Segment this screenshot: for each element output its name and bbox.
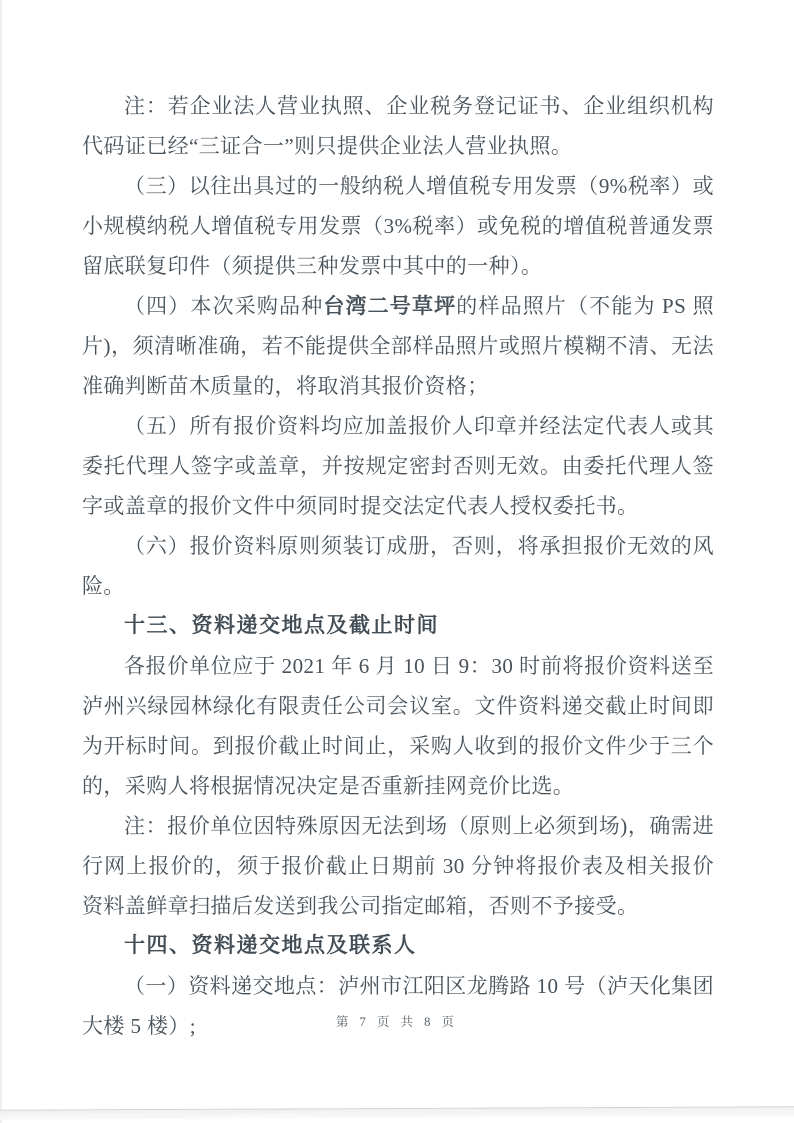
paragraph-item-5: （五）所有报价资料均应加盖报价人印章并经法定代表人或其委托代理人签字或盖章，并按规定密封否则无效。由委托代理人签字或盖章的报价文件中须同时提交法定代表人授权委托书。 xyxy=(82,414,714,518)
scan-edge-bottom xyxy=(0,1106,794,1120)
paragraph-item-4 xyxy=(82,286,714,406)
section-heading-14: 十四、资料递交地点及联系人 xyxy=(124,934,417,957)
section-heading-13: 十三、资料递交地点及截止时间 xyxy=(124,614,439,637)
paragraph-note-certificates: 注：若企业法人营业执照、企业税务登记证书、企业组织机构代码证已经“三证合一”则只提供企业法人营业执照。 xyxy=(82,94,714,158)
paragraph-note-remote-bid: 注：报价单位因特殊原因无法到场（原则上必须到场)，确需进行网上报价的，须于报价截止日期前 30 分钟将报价表及相关报价资料盖鲜章扫描后发送到我公司指定邮箱，否则不予接受。 xyxy=(82,814,714,918)
paragraph-item-3: （三）以往出具过的一般纳税人增值税专用发票（9%税率）或小规模纳税人增值税专用发票（3%税率）或免税的增值税普通发票留底联复印件（须提供三种发票中其中的一种）。 xyxy=(82,174,714,278)
page-number: 第 7 页 共 8 页 xyxy=(335,1015,459,1029)
item4-text-pre: （四）本次采购品种 xyxy=(124,294,324,318)
item4-product-name: 台湾二号草坪 xyxy=(323,294,457,318)
paragraph-item-6: （六）报价资料原则须装订成册，否则，将承担报价无效的风险。 xyxy=(82,534,714,598)
document-content xyxy=(82,86,714,1046)
scan-edge-left xyxy=(0,0,3,1123)
paragraph-item-14-1: （一）资料递交地点：泸州市江阳区龙腾路 10 号（泸天化集团大楼 5 楼）; xyxy=(82,974,714,1038)
paragraph-section-13: 各报价单位应于 2021 年 6 月 10 日 9：30 时前将报价资料送至泸州兴绿园林绿化有限责任公司会议室。文件资料递交截止时间即为开标时间。到报价截止时间止，采购人收到的报价文件少于三个的，采购人将根据情况决定是否重新挂网竞价比选。 xyxy=(82,654,714,798)
item4-text-post: 的样品照片（不能为 PS 照片)，须清晰准确，若不能提供全部样品照片或照片模糊不清、无法准确判断苗木质量的，将取消其报价资格； xyxy=(82,294,714,398)
